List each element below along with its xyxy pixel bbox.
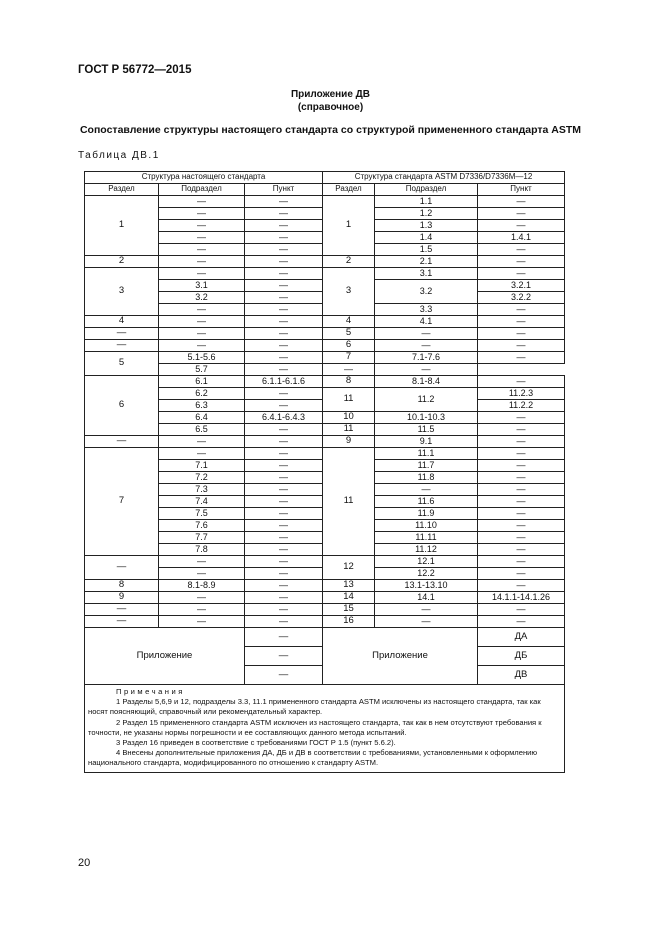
table-row [85, 376, 565, 388]
astm-section-cell: 6 [323, 340, 375, 352]
astm-subsection-cell: 3.2 [375, 280, 478, 304]
astm-clause-cell: — [478, 520, 565, 532]
table-row [85, 604, 565, 616]
gost-clause-cell: — [245, 340, 323, 352]
table-cell: ДА [478, 628, 565, 647]
astm-subsection-cell: 11.7 [375, 460, 478, 472]
astm-clause-cell: — [478, 328, 565, 340]
astm-section-cell: 5 [323, 328, 375, 340]
group-header-row [85, 172, 565, 184]
gost-subsection-cell: — [159, 232, 245, 244]
astm-section-cell: 16 [323, 616, 375, 628]
astm-subsection-cell: 1.4 [375, 232, 478, 244]
astm-clause-cell: — [478, 484, 565, 496]
table-row [85, 268, 565, 280]
notes-body [85, 685, 565, 773]
column-header: Пункт [245, 184, 323, 196]
astm-subsection-cell: 9.1 [375, 436, 478, 448]
gost-subsection-cell: 7.7 [159, 532, 245, 544]
document-code: ГОСТ Р 56772—2015 [78, 64, 192, 76]
gost-subsection-cell: — [159, 268, 245, 280]
gost-clause-cell: — [245, 220, 323, 232]
annex-title [0, 88, 661, 114]
gost-clause-cell: — [245, 244, 323, 256]
gost-clause-cell: — [245, 400, 323, 412]
gost-clause-cell: — [245, 568, 323, 580]
astm-clause-cell: — [478, 568, 565, 580]
gost-clause-cell: — [245, 532, 323, 544]
astm-clause-cell: 3.2.1 [478, 280, 565, 292]
astm-section-cell: 11 [323, 448, 375, 556]
astm-subsection-cell: 3.1 [375, 268, 478, 280]
astm-subsection-cell: 3.3 [375, 304, 478, 316]
table-row [85, 256, 565, 268]
gost-clause-cell: — [245, 328, 323, 340]
gost-section-cell: — [85, 328, 159, 340]
table-row [85, 196, 565, 208]
gost-section-cell: — [85, 340, 159, 352]
gost-clause-cell: — [245, 616, 323, 628]
column-header: Пункт [478, 184, 565, 196]
section-heading: Сопоставление структуры настоящего стандарта со структурой примененного стандарта ASTM [79, 124, 582, 136]
astm-subsection-cell: — [323, 364, 375, 376]
gost-clause-cell: — [245, 460, 323, 472]
annex-note: (справочное) [297, 102, 364, 113]
table-row [85, 328, 565, 340]
page-number: 20 [78, 857, 91, 869]
astm-clause-cell: 14.1.1-14.1.26 [478, 592, 565, 604]
gost-subsection-cell: — [159, 556, 245, 568]
gost-clause-cell: — [245, 304, 323, 316]
gost-subsection-cell: — [159, 304, 245, 316]
astm-subsection-cell: 11.2 [375, 388, 478, 412]
notes-title: Примечания [116, 687, 185, 696]
gost-clause-cell: — [245, 208, 323, 220]
column-header: Подраздел [159, 184, 245, 196]
gost-section-cell: 9 [85, 592, 159, 604]
gost-subsection-cell: 6.1 [159, 376, 245, 388]
gost-clause-cell: 6.1.1-6.1.6 [245, 376, 323, 388]
astm-subsection-cell: 11.10 [375, 520, 478, 532]
astm-clause-cell: — [375, 364, 478, 376]
gost-clause-cell: — [245, 352, 323, 364]
note-item: 1 Разделы 5,6,9 и 12, подразделы 3.3, 11.1 примененного стандарта ASTM исключены из настоящего стандарта, так как носят поясняющий, справочный или рекомендательный характер. [88, 697, 541, 717]
gost-section-cell: 8 [85, 580, 159, 592]
astm-section-cell: 13 [323, 580, 375, 592]
astm-section-cell: 3 [323, 268, 375, 316]
gost-subsection-cell: — [159, 196, 245, 208]
astm-clause-cell: — [478, 580, 565, 592]
table-cell: — [245, 628, 323, 647]
astm-clause-cell: — [478, 496, 565, 508]
gost-section-cell: — [85, 616, 159, 628]
gost-clause-cell: — [245, 484, 323, 496]
astm-subsection-cell: 1.1 [375, 196, 478, 208]
gost-clause-cell: — [245, 424, 323, 436]
annex-row [85, 628, 565, 647]
astm-subsection-cell: 12.2 [375, 568, 478, 580]
gost-clause-cell: — [245, 520, 323, 532]
astm-clause-cell: — [478, 424, 565, 436]
astm-section-cell: 12 [323, 556, 375, 580]
table-row [85, 316, 565, 328]
annex-body [85, 628, 565, 685]
gost-clause-cell: — [245, 316, 323, 328]
table-caption: Таблица ДВ.1 [78, 150, 160, 161]
gost-section-cell: 1 [85, 196, 159, 256]
gost-subsection-cell: 7.6 [159, 520, 245, 532]
gost-section-cell: 5 [85, 352, 159, 376]
note-item: 2 Раздел 15 примененного стандарта ASTM исключен из настоящего стандарта, так как в нем отсутствуют требования к точности, не указаны нормы погрешности и ее составляющих данного метода испытаний. [88, 717, 542, 737]
astm-section-cell: 11 [323, 424, 375, 436]
gost-clause-cell: 6.4.1-6.4.3 [245, 412, 323, 424]
gost-subsection-cell: — [159, 244, 245, 256]
astm-subsection-cell: — [375, 604, 478, 616]
notes-row [85, 685, 565, 773]
gost-clause-cell: — [245, 496, 323, 508]
astm-subsection-cell: — [375, 484, 478, 496]
astm-clause-cell: — [478, 508, 565, 520]
gost-subsection-cell: 7.4 [159, 496, 245, 508]
gost-subsection-cell: — [159, 208, 245, 220]
gost-clause-cell: — [245, 232, 323, 244]
astm-subsection-cell: 7.1-7.6 [375, 352, 478, 364]
gost-clause-cell: — [245, 268, 323, 280]
astm-section-cell: 14 [323, 592, 375, 604]
note-item: 4 Внесены дополнительные приложения ДА, ДБ и ДВ в соответствии с требованиями, установленными к оформлению национального стандарта, модифицированного по отношению к стандарту ASTM. [88, 748, 538, 768]
astm-clause-cell: — [478, 220, 565, 232]
astm-subsection-cell: 1.3 [375, 220, 478, 232]
astm-section-cell: 15 [323, 604, 375, 616]
astm-clause-cell: 3.2.2 [478, 292, 565, 304]
astm-section-cell: 11 [323, 388, 375, 412]
astm-subsection-cell: 12.1 [375, 556, 478, 568]
astm-subsection-cell: 11.11 [375, 532, 478, 544]
table-row [85, 556, 565, 568]
astm-subsection-cell: 8.1-8.4 [375, 376, 478, 388]
group-header-gost: Структура настоящего стандарта [85, 172, 323, 184]
astm-subsection-cell: 1.5 [375, 244, 478, 256]
gost-subsection-cell: 6.5 [159, 424, 245, 436]
gost-section-cell: — [85, 604, 159, 616]
gost-section-cell: 6 [85, 376, 159, 436]
table-cell: ДБ [478, 647, 565, 666]
table-row [85, 592, 565, 604]
astm-clause-cell: — [478, 436, 565, 448]
astm-subsection-cell: 1.2 [375, 208, 478, 220]
gost-subsection-cell: 6.3 [159, 400, 245, 412]
group-header-astm: Структура стандарта ASTM D7336/D7336M—12 [323, 172, 565, 184]
gost-subsection-cell: — [159, 448, 245, 460]
gost-section-cell: 7 [85, 448, 159, 556]
gost-clause-cell: — [245, 364, 323, 376]
table-cell: ДВ [478, 666, 565, 685]
gost-clause-cell: — [245, 388, 323, 400]
gost-subsection-cell: — [159, 592, 245, 604]
table-row [85, 580, 565, 592]
astm-clause-cell: — [478, 472, 565, 484]
table-row [85, 616, 565, 628]
astm-subsection-cell: — [375, 328, 478, 340]
annex-label-gost: Приложение [85, 628, 245, 685]
astm-clause-cell: — [478, 208, 565, 220]
gost-clause-cell: — [245, 436, 323, 448]
gost-section-cell: — [85, 556, 159, 580]
column-header: Раздел [85, 184, 159, 196]
gost-subsection-cell: — [159, 328, 245, 340]
astm-clause-cell: — [478, 256, 565, 268]
table-row [85, 352, 565, 364]
table-row [85, 436, 565, 448]
gost-subsection-cell: 7.2 [159, 472, 245, 484]
astm-clause-cell: 11.2.2 [478, 400, 565, 412]
gost-section-cell: 2 [85, 256, 159, 268]
astm-subsection-cell: 11.1 [375, 448, 478, 460]
table-cell: — [245, 647, 323, 666]
astm-section-cell: 2 [323, 256, 375, 268]
astm-subsection-cell: 4.1 [375, 316, 478, 328]
astm-clause-cell: 1.4.1 [478, 232, 565, 244]
table-body [85, 196, 565, 628]
astm-clause-cell: — [478, 196, 565, 208]
gost-subsection-cell: — [159, 616, 245, 628]
gost-subsection-cell: — [159, 256, 245, 268]
gost-clause-cell: — [245, 556, 323, 568]
astm-clause-cell: — [478, 376, 565, 388]
gost-subsection-cell: — [159, 340, 245, 352]
astm-subsection-cell: 10.1-10.3 [375, 412, 478, 424]
gost-clause-cell: — [245, 448, 323, 460]
comparison-table [84, 171, 565, 773]
column-header: Подраздел [375, 184, 478, 196]
astm-subsection-cell: 11.6 [375, 496, 478, 508]
comparison-table-wrapper [84, 171, 564, 773]
gost-subsection-cell: 3.1 [159, 280, 245, 292]
table-cell: — [245, 666, 323, 685]
gost-subsection-cell: 6.4 [159, 412, 245, 424]
gost-subsection-cell: 3.2 [159, 292, 245, 304]
column-header: Раздел [323, 184, 375, 196]
gost-clause-cell: — [245, 280, 323, 292]
astm-clause-cell: — [478, 544, 565, 556]
annex-label-astm: Приложение [323, 628, 478, 685]
gost-clause-cell: — [245, 508, 323, 520]
astm-clause-cell: — [478, 412, 565, 424]
astm-clause-cell: — [478, 244, 565, 256]
gost-subsection-cell: 7.3 [159, 484, 245, 496]
table-row [85, 340, 565, 352]
gost-subsection-cell: 5.1-5.6 [159, 352, 245, 364]
annex-name: Приложение ДВ [290, 89, 371, 100]
gost-clause-cell: — [245, 292, 323, 304]
gost-subsection-cell: 8.1-8.9 [159, 580, 245, 592]
astm-clause-cell: — [478, 268, 565, 280]
note-item: 3 Раздел 16 приведен в соответствие с требованиями ГОСТ Р 1.5 (пункт 5.6.2). [116, 738, 396, 748]
table-row [85, 448, 565, 460]
gost-clause-cell: — [245, 580, 323, 592]
astm-clause-cell: — [478, 304, 565, 316]
astm-clause-cell: — [478, 532, 565, 544]
astm-section-cell: 10 [323, 412, 375, 424]
notes-cell [85, 685, 565, 773]
astm-clause-cell: — [478, 556, 565, 568]
astm-section-cell: 9 [323, 436, 375, 448]
astm-section-cell: 4 [323, 316, 375, 328]
astm-subsection-cell: — [375, 340, 478, 352]
gost-section-cell: 4 [85, 316, 159, 328]
astm-subsection-cell: 11.9 [375, 508, 478, 520]
astm-subsection-cell: — [375, 616, 478, 628]
gost-clause-cell: — [245, 604, 323, 616]
astm-section-cell: 8 [323, 376, 375, 388]
astm-clause-cell: 11.2.3 [478, 388, 565, 400]
gost-section-cell: — [85, 436, 159, 448]
astm-subsection-cell: 14.1 [375, 592, 478, 604]
gost-clause-cell: — [245, 472, 323, 484]
astm-clause-cell: — [478, 460, 565, 472]
gost-subsection-cell: — [159, 316, 245, 328]
astm-subsection-cell: 11.5 [375, 424, 478, 436]
astm-clause-cell: — [478, 448, 565, 460]
gost-clause-cell: — [245, 544, 323, 556]
astm-clause-cell: — [478, 340, 565, 352]
gost-subsection-cell: 7.5 [159, 508, 245, 520]
gost-clause-cell: — [245, 256, 323, 268]
astm-clause-cell: — [478, 616, 565, 628]
gost-subsection-cell: — [159, 604, 245, 616]
gost-subsection-cell: 6.2 [159, 388, 245, 400]
gost-clause-cell: — [245, 196, 323, 208]
astm-subsection-cell: 11.12 [375, 544, 478, 556]
astm-section-cell: 1 [323, 196, 375, 256]
gost-section-cell: 3 [85, 268, 159, 316]
gost-subsection-cell: — [159, 436, 245, 448]
astm-subsection-cell: 13.1-13.10 [375, 580, 478, 592]
gost-clause-cell: — [245, 592, 323, 604]
column-header-row [85, 184, 565, 196]
astm-section-cell: 7 [323, 352, 375, 364]
astm-clause-cell: — [478, 352, 565, 364]
gost-subsection-cell: — [159, 568, 245, 580]
astm-subsection-cell: 2.1 [375, 256, 478, 268]
gost-subsection-cell: 7.8 [159, 544, 245, 556]
astm-subsection-cell: 11.8 [375, 472, 478, 484]
astm-clause-cell: — [478, 316, 565, 328]
astm-clause-cell: — [478, 604, 565, 616]
gost-subsection-cell: 7.1 [159, 460, 245, 472]
gost-subsection-cell: 5.7 [159, 364, 245, 376]
gost-subsection-cell: — [159, 220, 245, 232]
